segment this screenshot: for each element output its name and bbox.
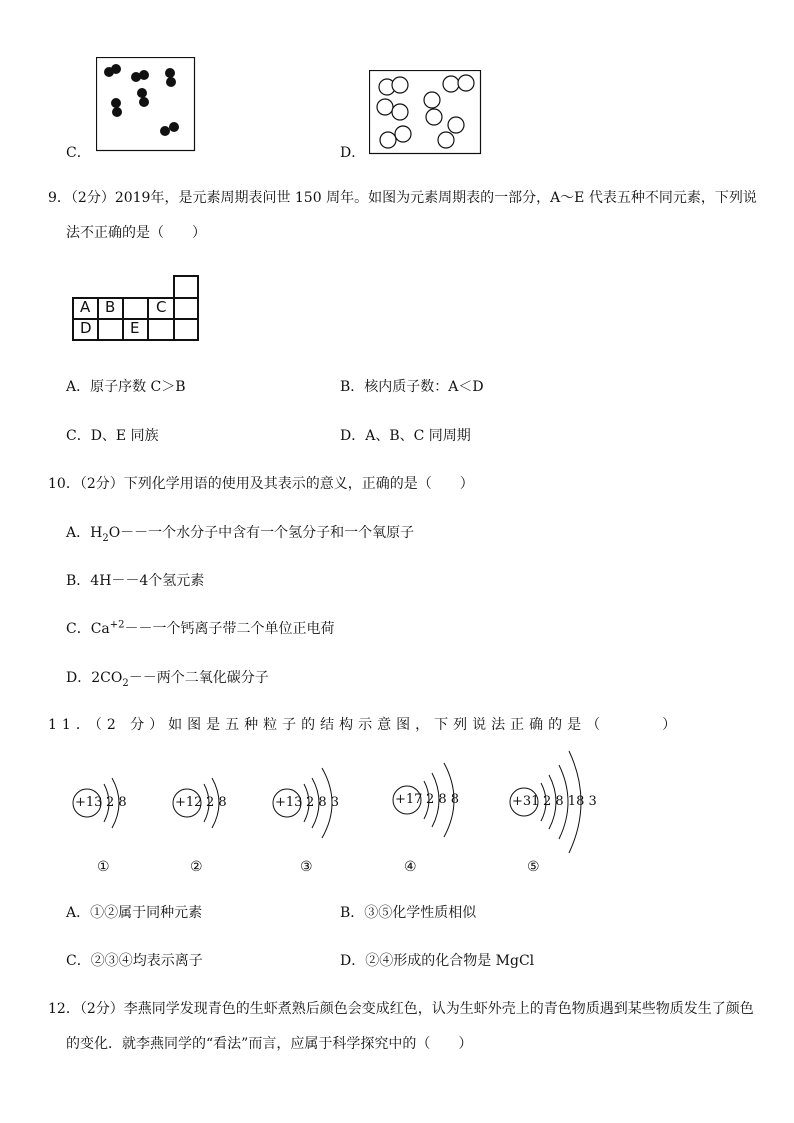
q10-a-rest: O－－一个水分子中含有一个氢分子和一个氧原子 xyxy=(108,525,415,541)
particle-2-label: ② xyxy=(190,859,203,875)
particle-1-label: ① xyxy=(97,859,110,875)
particle-4 xyxy=(390,755,490,880)
q12-stem-line1: 12．（2分）李燕同学发现青色的生虾煮熟后颜色会变成红色，认为生虾外壳上的青色物质遇到某些物质发生了颜色 xyxy=(48,1001,754,1017)
particle-1-nucleus: +13 xyxy=(75,795,103,810)
q9-stem-line2: 法不正确的是（ ） xyxy=(66,225,206,241)
particle-5 xyxy=(507,745,617,880)
q10-option-b[interactable]: B．4H－－4个氢元素 xyxy=(66,573,205,589)
q10-stem: 10．（2分）下列化学用语的使用及其表示的意义，正确的是（ ） xyxy=(48,476,474,492)
table-cell-a: A xyxy=(80,298,91,316)
q11-option-a[interactable]: A．①②属于同种元素 xyxy=(66,905,203,921)
particle-2-nucleus: +12 xyxy=(175,795,203,810)
q10-c-prefix: C．Ca xyxy=(66,621,110,637)
table-cell-d: D xyxy=(80,319,92,337)
particle-2-shells: 2 8 xyxy=(206,795,227,810)
particle-2 xyxy=(170,770,250,880)
particle-1 xyxy=(70,770,150,880)
q9-option-a[interactable]: A．原子序数 C＞B xyxy=(66,379,186,395)
figure-d-label: D． xyxy=(340,145,366,161)
q10-d-rest: －－两个二氧化碳分子 xyxy=(128,670,269,686)
particle-3-nucleus: +13 xyxy=(275,795,303,810)
table-cell-b: B xyxy=(105,298,116,316)
q10-option-a[interactable] xyxy=(66,522,414,544)
table-cell-c: C xyxy=(156,298,167,316)
q11-option-b[interactable]: B．③⑤化学性质相似 xyxy=(340,905,477,921)
particle-1-shells: 2 8 xyxy=(106,795,127,810)
particle-5-label: ⑤ xyxy=(527,859,540,875)
q10-d-prefix: D．2CO xyxy=(66,670,123,686)
q9-option-d[interactable]: D．A、B、C 同周期 xyxy=(340,428,471,444)
q9-option-b[interactable]: B．核内质子数：A＜D xyxy=(340,379,484,395)
q9-periodic-table xyxy=(71,274,201,342)
particle-5-shells: 2 8 18 3 xyxy=(543,794,597,809)
particle-3-shells: 2 8 3 xyxy=(306,795,340,810)
q12-stem-line2: 的变化．就李燕同学的“看法”而言，应属于科学探究中的（ ） xyxy=(66,1036,473,1052)
q11-option-d[interactable]: D．②④形成的化合物是 MgCl xyxy=(340,953,535,969)
q11-stem: 11．（2 分）如图是五种粒子的结构示意图，下列说法正确的是（ ） xyxy=(48,717,682,733)
q10-option-c[interactable] xyxy=(66,618,335,638)
figure-c-molecules xyxy=(96,57,196,152)
particle-5-nucleus: +31 xyxy=(512,794,540,809)
q9-option-c[interactable]: C．D、E 同族 xyxy=(66,428,159,444)
q10-a-subscript: 2 xyxy=(102,532,109,544)
particle-4-nucleus: +17 xyxy=(395,792,423,807)
figure-d-molecules xyxy=(369,70,482,155)
q9-stem-line1: 9．（2分）2019年，是元素周期表问世 150 周年。如图为元素周期表的一部分，A～E 代表五种不同元素，下列说 xyxy=(48,190,757,206)
particle-3-label: ③ xyxy=(300,859,313,875)
table-cell-e: E xyxy=(130,319,140,337)
q11-option-c[interactable]: C．②③④均表示离子 xyxy=(66,953,203,969)
figure-c-label: C． xyxy=(66,145,91,161)
q10-option-d[interactable] xyxy=(66,667,269,689)
particle-4-shells: 2 8 8 xyxy=(426,792,460,807)
q10-d-subscript: 2 xyxy=(122,677,129,689)
particle-3 xyxy=(270,760,370,880)
q10-a-prefix: A．H xyxy=(66,525,103,541)
q10-c-superscript: +2 xyxy=(109,619,125,631)
particle-4-label: ④ xyxy=(404,859,417,875)
q10-c-rest: －－一个钙离子带二个单位正电荷 xyxy=(124,621,335,637)
